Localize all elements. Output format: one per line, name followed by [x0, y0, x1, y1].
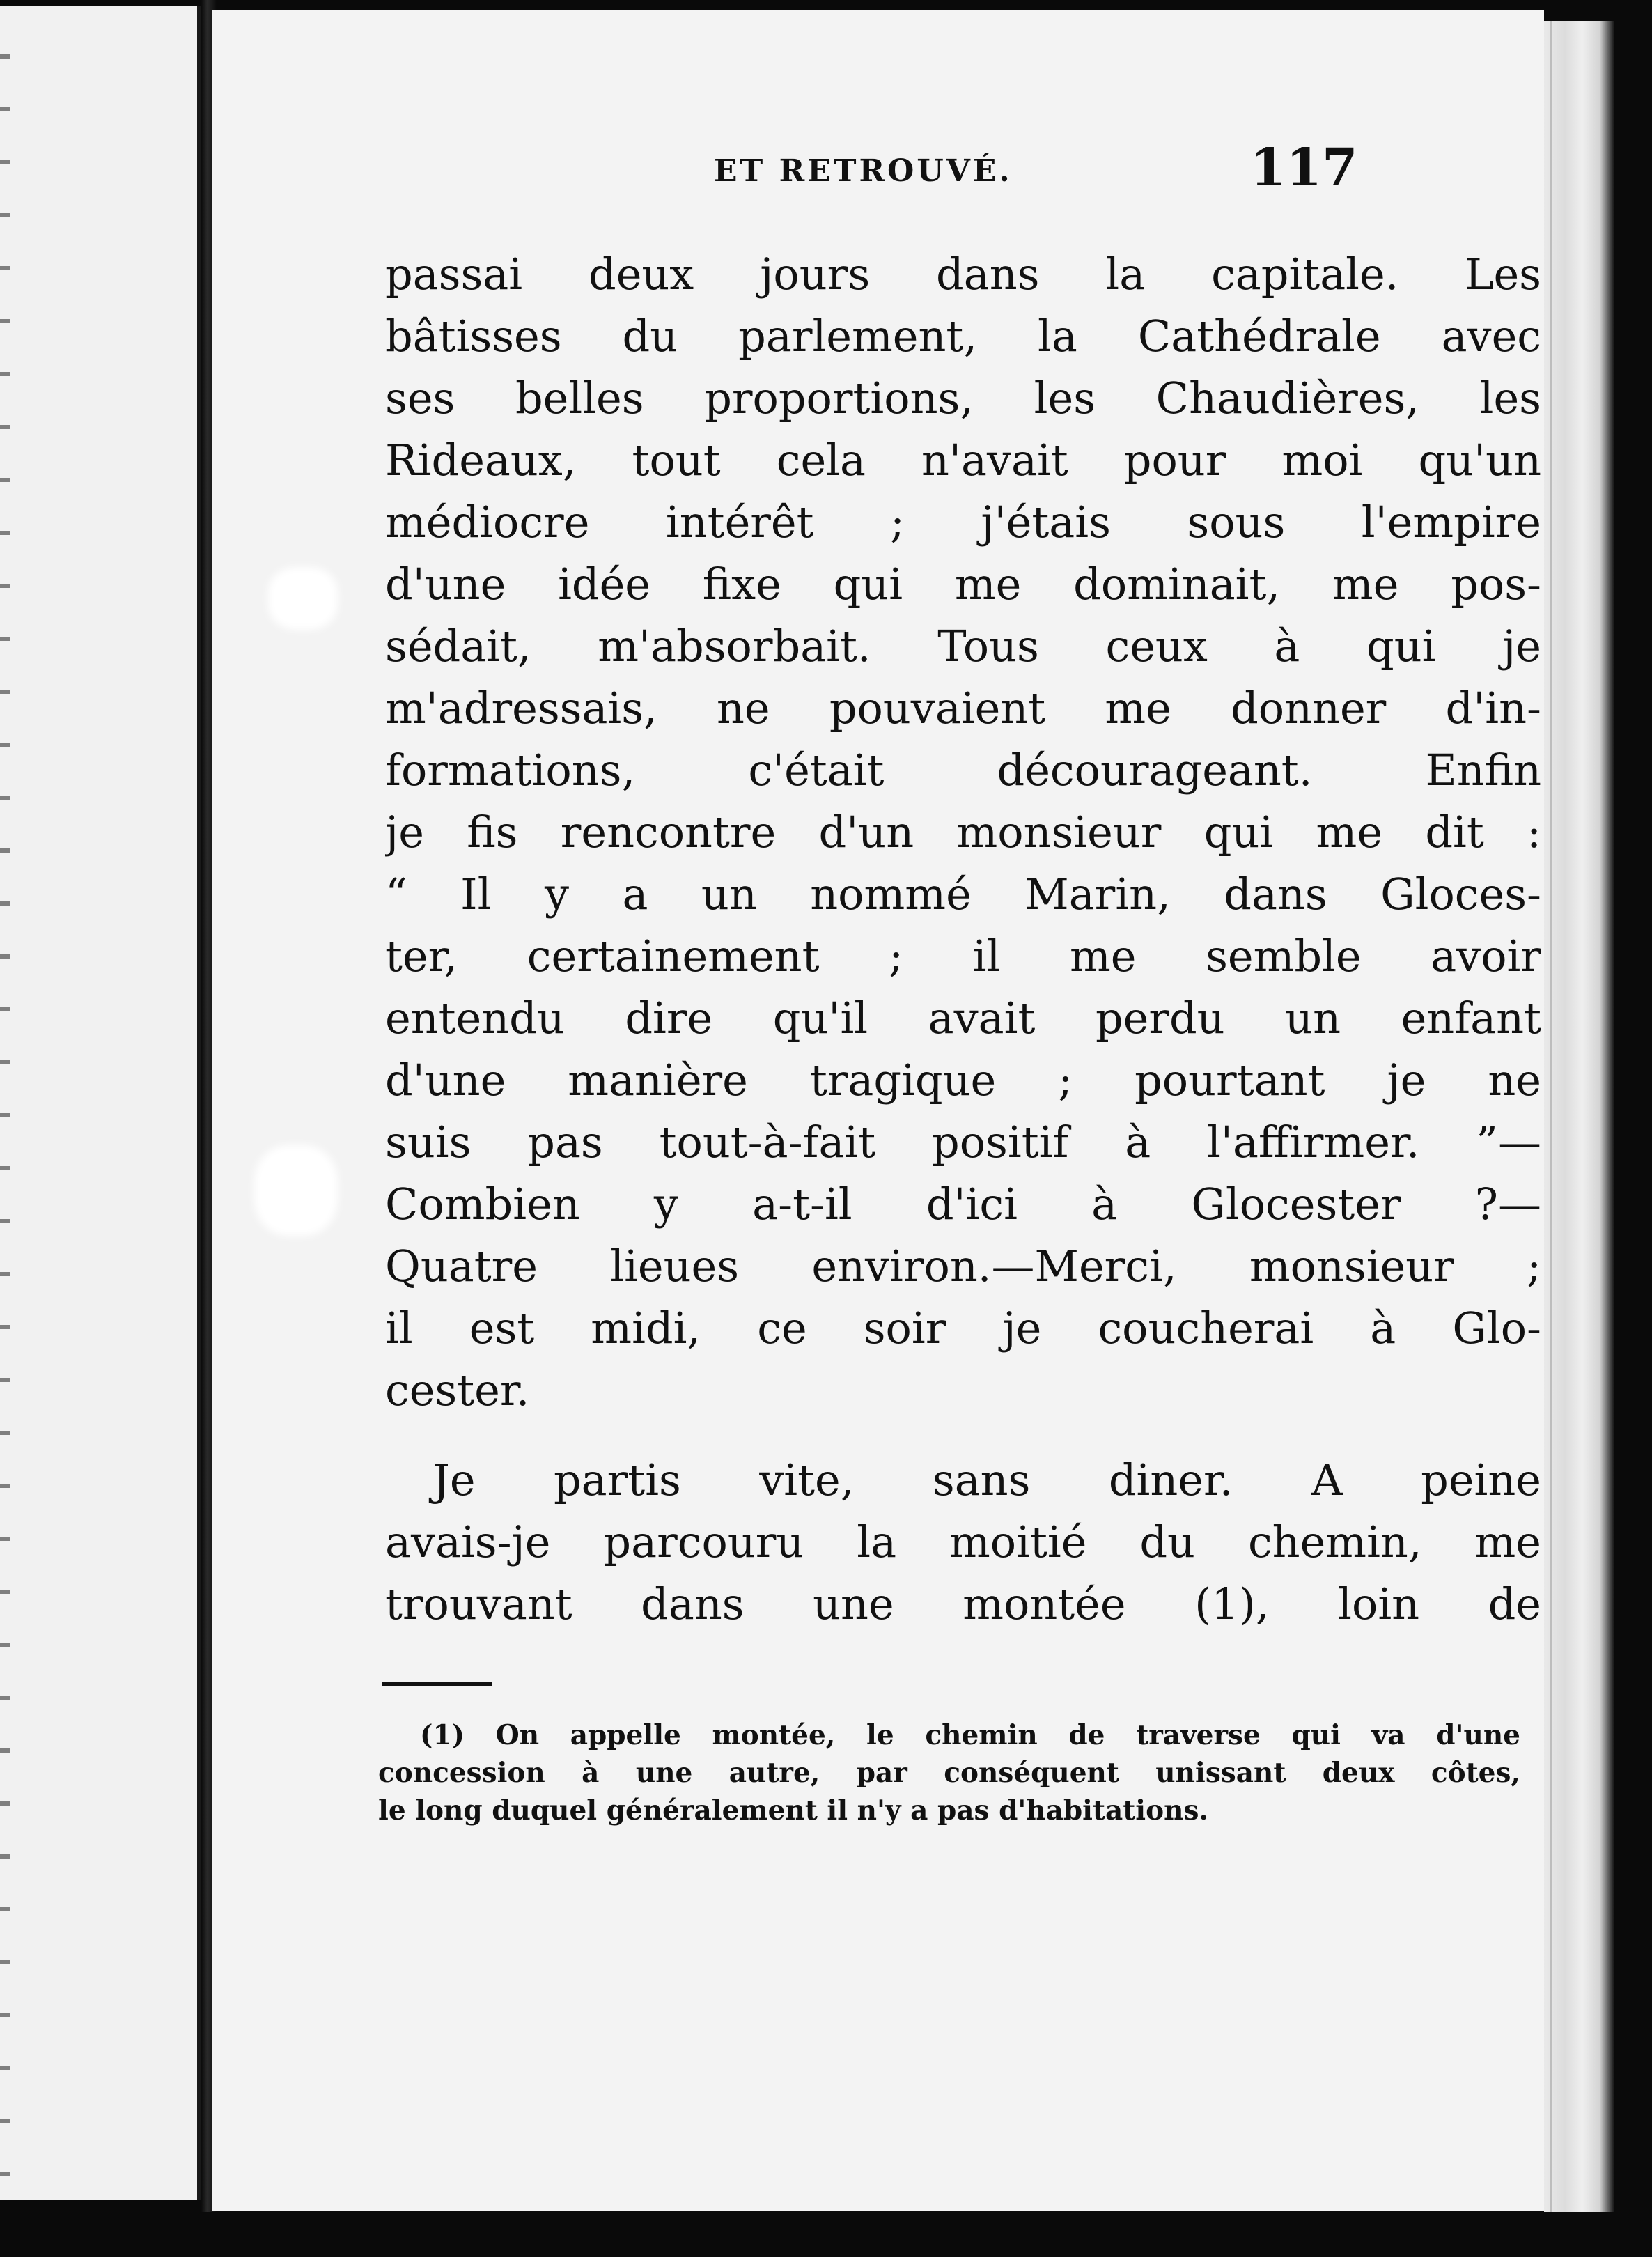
text-line: passai deux jours dans la capitale. Les — [385, 249, 1541, 300]
left-page-text-edge — [0, 6, 10, 2200]
text-line: sédait, m'absorbait. Tous ceux à qui je — [385, 621, 1541, 672]
page-number: 117 — [1250, 138, 1358, 198]
running-title: ET RETROUVÉ. — [714, 153, 1013, 189]
text-line: médiocre intérêt ; j'étais sous l'empire — [385, 497, 1541, 548]
footnote — [378, 1716, 1520, 1829]
footnote-rule — [382, 1682, 492, 1686]
book-page — [212, 10, 1544, 2211]
footnote-line: le long duquel généralement il n'y a pas d'habitations. — [378, 1794, 1209, 1826]
body-text — [385, 243, 1541, 1635]
text-line: cester. — [385, 1365, 530, 1416]
text-line: avais-je parcouru la moitié du chemin, me — [385, 1517, 1541, 1567]
footnote-line: concession à une autre, par conséquent unissant deux côtes, — [378, 1757, 1520, 1789]
text-line: m'adressais, ne pouvaient me donner d'in- — [385, 683, 1541, 734]
paragraph-gap — [385, 1421, 1541, 1449]
text-line: je fis rencontre d'un monsieur qui me dit : — [385, 807, 1541, 858]
text-line: “ Il y a un nommé Marin, dans Gloces- — [385, 869, 1541, 920]
page-stack-edge — [1544, 21, 1614, 2215]
text-line: Rideaux, tout cela n'avait pour moi qu'un — [385, 435, 1541, 486]
text-line: Combien y a-t-il d'ici à Glocester ?— — [385, 1179, 1541, 1230]
left-facing-page — [0, 6, 201, 2200]
text-line: formations, c'était décourageant. Enfin — [385, 745, 1541, 796]
text-line: bâtisses du parlement, la Cathédrale avec — [385, 311, 1541, 362]
text-line: d'une idée fixe qui me dominait, me pos- — [385, 559, 1541, 610]
text-line: trouvant dans une montée (1), loin de — [385, 1579, 1541, 1629]
text-line: il est midi, ce soir je coucherai à Glo- — [385, 1303, 1541, 1354]
running-head — [212, 135, 1544, 212]
footnote-line: (1) On appelle montée, le chemin de traverse qui va d'une — [420, 1719, 1520, 1751]
text-line: Quatre lieues environ.—Merci, monsieur ; — [385, 1241, 1541, 1292]
paper-stain — [254, 1145, 338, 1236]
text-line: d'une manière tragique ; pourtant je ne — [385, 1055, 1541, 1106]
text-line: ter, certainement ; il me semble avoir — [385, 931, 1541, 982]
paper-stain — [268, 567, 338, 630]
text-line: Je partis vite, sans diner. A peine — [433, 1455, 1541, 1505]
scan-background — [0, 2212, 1652, 2257]
text-line: ses belles proportions, les Chaudières, les — [385, 373, 1541, 424]
text-line: suis pas tout-à-fait positif à l'affirmer. ”— — [385, 1117, 1541, 1168]
text-line: entendu dire qu'il avait perdu un enfant — [385, 993, 1541, 1044]
